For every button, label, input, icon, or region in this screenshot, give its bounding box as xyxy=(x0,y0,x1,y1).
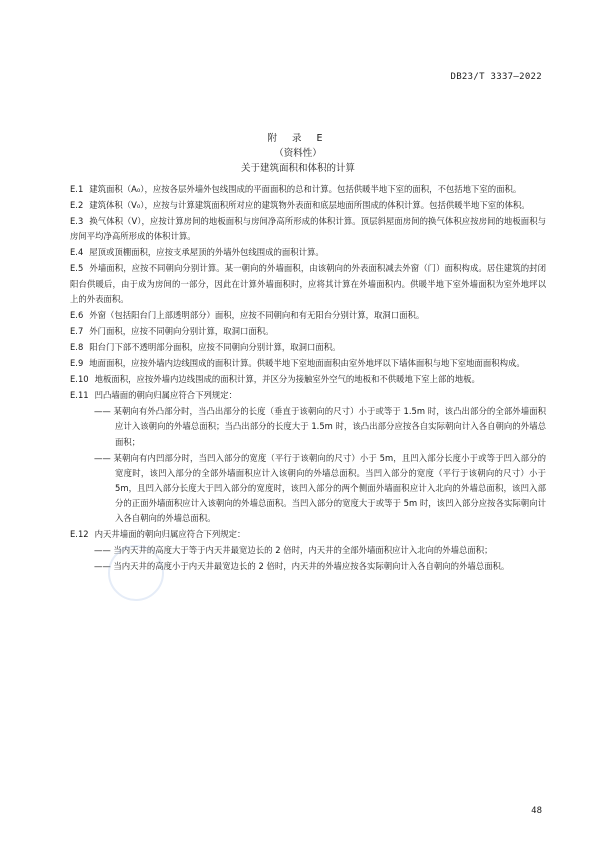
clause-e8: E.8 阳台门下部不透明部分面积，应按不同朝向分别计算，取洞口面积。 xyxy=(70,341,341,352)
clause-e4: E.4 屋顶或顶棚面积，应按支承屋顶的外墙外包线围成的面积计算。 xyxy=(70,247,324,258)
standard-code: DB23/T 3337—2022 xyxy=(450,72,542,82)
clause-e5: E.5 外墙面积，应按不同朝向分别计算。某一朝向的外墙面积，由该朝向的外表面积减去外窗（门）面积构成。居住建筑的封闭阳台供暖后，由于成为房间的一部分，因此在计算外墙面积时，应将其计算在外墙面积内。供暖半地下室外墙面积为室外地坪以上的外表面积。 xyxy=(70,263,546,304)
clause-e2: E.2 建筑体积（V₀），应按与计算建筑面积所对应的建筑物外表面和底层地面所围成的体积计算。包括供暖半地下室的体积。 xyxy=(70,200,530,211)
clause-e3: E.3 换气体积（V），应按计算房间的地板面积与房间净高所形成的体积计算。顶层斜屋面房间的换气体积应按房间的地板面积与房间平均净高所形成的体积计算。 xyxy=(70,216,546,242)
clause-e12: E.12 内天井墙面的朝向归属应符合下列规定： xyxy=(70,529,246,540)
clause-e11-item: —— 某朝向有内凹部分时，当凹入部分的宽度（平行于该朝向的尺寸）小于 5m，且凹入部分长度小于或等于凹入部分的宽度时，该凹入部分的全部外墙面积应计入该朝向的外墙总面积。当凹入部分的宽度（平行于该朝向的尺寸）小于 5m，且凹入部分长度大于凹入部分的宽度时，该凹入部分的两个侧面外墙面积应计入北向的外墙总面积，该凹入部分的正面外墙面积应计入该朝向的外墙总面积。当凹入部分的宽度大于或等于 5m 时，该凹入部分应按各实际朝向计入各自朝向的外墙总面积。 xyxy=(94,452,546,523)
annex-nature: （资料性） xyxy=(274,148,322,159)
clause-e7: E.7 外门面积，应按不同朝向分别计算，取洞口面积。 xyxy=(70,325,274,336)
annex-label: 附 录 E xyxy=(267,133,329,144)
clause-e12-item: —— 当内天井的高度小于内天井最宽边长的 2 倍时，内天井的外墙应按各实际朝向计入各自朝向的外墙总面积。 xyxy=(94,561,510,572)
clause-e6: E.6 外窗（包括阳台门上部透明部分）面积，应按不同朝向和有无阳台分别计算，取洞口面积。 xyxy=(70,309,425,320)
annex-title: 关于建筑面积和体积的计算 xyxy=(240,163,355,174)
annex-body xyxy=(70,182,546,575)
clause-e9: E.9 地面面积，应按外墙内边线围成的面积计算。供暖半地下室地面面积由室外地坪以下墙体面积与地下室地面面积构成。 xyxy=(70,358,525,369)
clause-e11-item: —— 某朝向有外凸部分时，当凸出部分的长度（垂直于该朝向的尺寸）小于或等于 1.5m 时，该凸出部分的全部外墙面积应计入该朝向的外墙总面积；当凸出部分的长度大于 1.5m 时，该凸出部分应按各自实际朝向计入各自朝向的外墙总面积； xyxy=(94,406,546,447)
clause-e11: E.11 凹凸墙面的朝向归属应符合下列规定： xyxy=(70,390,237,401)
clause-e1: E.1 建筑面积（A₀），应按各层外墙外包线围成的平面面积的总和计算。包括供暖半地下室的面积，不包括地下室的面积。 xyxy=(70,184,522,194)
clause-e12-item: —— 当内天井的高度大于等于内天井最宽边长的 2 倍时，内天井的全部外墙面积应计入北向的外墙总面积； xyxy=(94,545,493,556)
page-number: 48 xyxy=(531,806,542,816)
clause-e10: E.10 地板面积，应按外墙内边线围成的面积计算，并区分为接触室外空气的地板和不供暖地下室上部的地板。 xyxy=(70,374,480,385)
